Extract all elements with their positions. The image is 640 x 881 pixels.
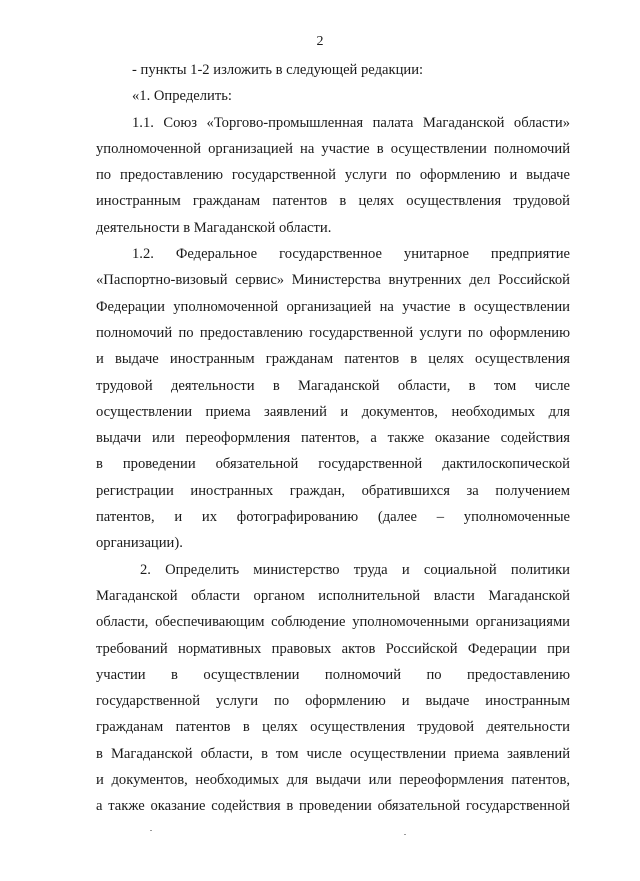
text-line: 2. Определить министерство труда и социальной политики bbox=[140, 561, 570, 578]
text-line: 1.1. Союз «Торгово-промышленная палата Магаданской области» bbox=[132, 114, 570, 131]
text-line: иностранным гражданам патентов в целях осуществления трудовой bbox=[96, 193, 570, 210]
page-number: 2 bbox=[316, 34, 324, 49]
text-line: Магаданской области органом исполнительной власти Магаданской bbox=[96, 587, 570, 604]
text-line: организации). bbox=[96, 535, 183, 552]
text-line: «1. Определить: bbox=[132, 88, 232, 105]
text-line: Федерации уполномоченной организацией на участие в осуществлении bbox=[96, 298, 570, 315]
text-line: гражданам патентов в целях осуществления трудовой деятельности bbox=[96, 719, 570, 736]
text-line: выдачи или переоформления патентов, а также оказание содействия bbox=[96, 430, 570, 447]
text-line: области, обеспечивающим соблюдение уполномоченными организациями bbox=[96, 614, 570, 631]
scan-artifacts bbox=[0, 830, 640, 840]
text-line: в проведении обязательной государственной дактилоскопической bbox=[96, 456, 570, 473]
text-line: трудовой деятельности в Магаданской области, в том числе bbox=[96, 377, 570, 394]
text-line: «Паспортно-визовый сервис» Министерства внутренних дел Российской bbox=[96, 272, 570, 289]
text-line: - пункты 1-2 изложить в следующей редакции: bbox=[132, 62, 424, 78]
text-line: регистрации иностранных граждан, обратившихся за получением bbox=[96, 482, 570, 499]
text-line: требований нормативных правовых актов Российской Федерации при bbox=[96, 640, 570, 657]
text-line: а также оказание содействия в проведении обязательной государственной bbox=[96, 798, 570, 815]
text-line: государственной услуги по оформлению и выдаче иностранным bbox=[96, 693, 570, 710]
text-line: и выдаче иностранным гражданам патентов в целях осуществления bbox=[96, 351, 570, 368]
text-line: полномочий по предоставлению государственной услуги по оформлению bbox=[96, 324, 570, 341]
document-body bbox=[96, 57, 570, 820]
scan-speck bbox=[404, 834, 406, 835]
text-line: 1.2. Федеральное государственное унитарное предприятие bbox=[132, 246, 570, 263]
text-line: в Магаданской области, в том числе осуществлении приема заявлений bbox=[96, 745, 570, 762]
text-line: по предоставлению государственной услуги по оформлению и выдаче bbox=[96, 167, 570, 184]
text-line: деятельности в Магаданской области. bbox=[96, 219, 332, 236]
text-line: осуществлении приема заявлений и документов, необходимых для bbox=[96, 403, 570, 420]
scan-speck bbox=[150, 830, 152, 831]
text-line: и документов, необходимых для выдачи или переоформления патентов, bbox=[96, 772, 570, 789]
text-line: уполномоченной организацией на участие в осуществлении полномочий bbox=[96, 140, 570, 157]
text-line: участии в осуществлении полномочий по предоставлению bbox=[96, 666, 570, 683]
text-line: патентов, и их фотографированию (далее – уполномоченные bbox=[96, 509, 570, 526]
